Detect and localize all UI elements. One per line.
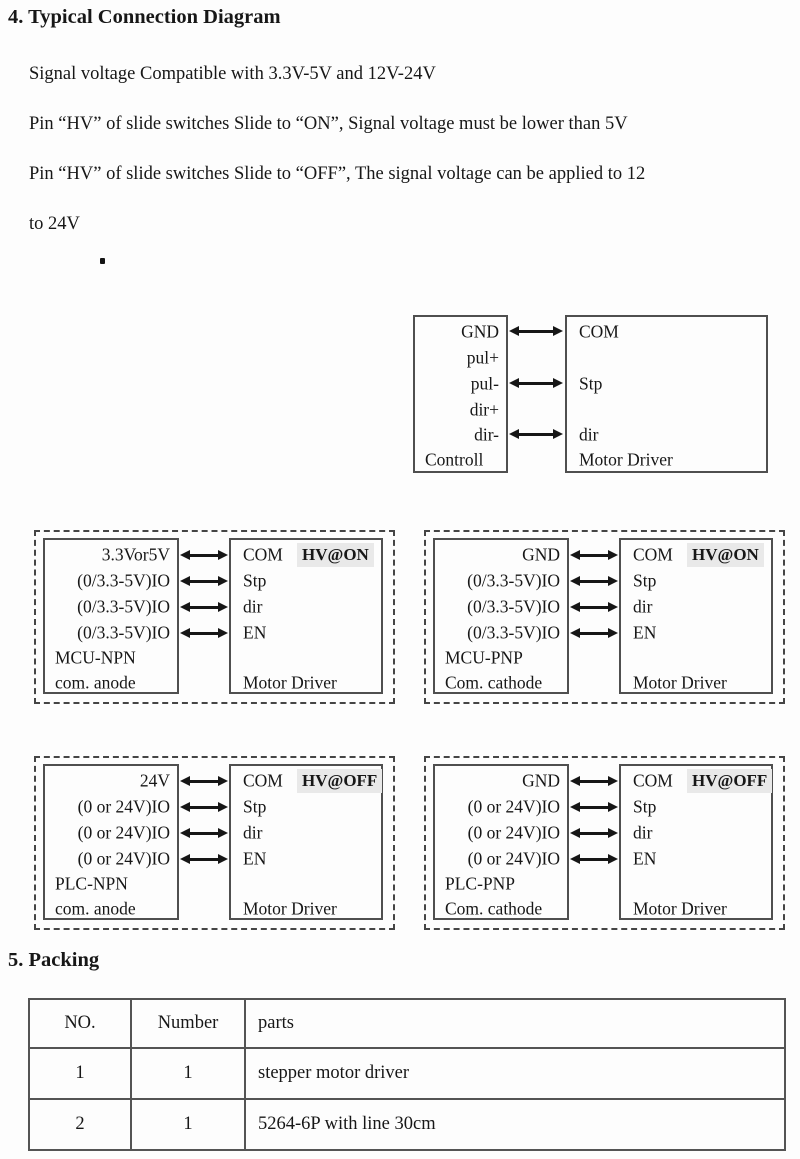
box-title-motor-driver: Motor Driver [243,898,337,919]
pin-label: COM [243,544,283,565]
pin-label: pul+ [466,347,499,368]
pin-label: Stp [579,373,603,394]
pin-label: Stp [243,796,267,817]
section-heading-packing: 5. Packing [8,949,100,971]
connection-diagram-mcu-pnp [424,530,785,704]
table-row [29,1099,785,1150]
pin-label: (0 or 24V)IO [77,848,170,869]
box-title-motor-driver: Motor Driver [243,672,337,693]
pin-label: Stp [633,570,657,591]
box-title-motor-driver: Motor Driver [633,672,727,693]
pin-label: EN [633,622,657,643]
pin-label: (0 or 24V)IO [467,796,560,817]
table-header-row [29,999,785,1048]
pin-label: (0/3.3-5V)IO [467,570,560,591]
bidirectional-arrow [189,858,219,861]
bidirectional-arrow [189,580,219,583]
pin-label: 24V [139,770,170,791]
common-mode-label: Com. cathode [445,672,543,693]
device-type-label: MCU-PNP [445,647,523,668]
bidirectional-arrow [189,554,219,557]
pin-label: dir [633,596,653,617]
bidirectional-arrow [579,780,609,783]
pin-label: (0/3.3-5V)IO [467,596,560,617]
pin-label: dir [243,596,263,617]
motor-driver-box [229,538,383,694]
pin-label: COM [633,544,673,565]
hv-mode-badge: HV@OFF [297,769,382,793]
pin-label: COM [579,321,619,342]
pin-label: GND [522,544,560,565]
signal-source-box [433,538,569,694]
pin-label: (0 or 24V)IO [467,848,560,869]
cell-number: 1 [131,1099,245,1150]
motor-driver-box [619,538,773,694]
cell-number: 1 [131,1048,245,1099]
motor-driver-box [619,764,773,920]
stray-period-mark [100,258,105,264]
pin-label: GND [461,321,499,342]
pin-label: (0/3.3-5V)IO [77,570,170,591]
pin-label: (0/3.3-5V)IO [467,622,560,643]
motor-driver-box [229,764,383,920]
packing-table [28,998,786,1151]
bidirectional-arrow [189,806,219,809]
table-row [29,1048,785,1099]
pin-label: dir [579,424,599,445]
connection-diagram-plc-npn [34,756,395,930]
pin-label: GND [522,770,560,791]
cell-parts: stepper motor driver [245,1048,785,1099]
paragraph-hv-off-continued: to 24V [29,214,80,234]
pin-label: (0 or 24V)IO [77,822,170,843]
pin-label: (0 or 24V)IO [467,822,560,843]
motor-driver-box [565,315,768,473]
cell-no: 1 [29,1048,131,1099]
section-heading-connection-diagram: 4. Typical Connection Diagram [8,6,281,28]
paragraph-hv-on: Pin “HV” of slide switches Slide to “ON”, Signal voltage must be lower than 5V [29,114,628,134]
device-type-label: MCU-NPN [55,647,136,668]
pin-label: dir [633,822,653,843]
box-title-controller: Controll [425,449,484,470]
pin-label: pul- [470,373,499,394]
signal-source-box [43,764,179,920]
signal-source-box [433,764,569,920]
paragraph-signal-voltage: Signal voltage Compatible with 3.3V-5V and 12V-24V [29,64,436,84]
bidirectional-arrow [579,832,609,835]
pin-label: dir [243,822,263,843]
common-mode-label: com. anode [55,898,136,919]
bidirectional-arrow [518,382,554,385]
device-type-label: PLC-NPN [55,873,128,894]
bidirectional-arrow [189,632,219,635]
connection-diagram-mcu-npn [34,530,395,704]
bidirectional-arrow [579,806,609,809]
common-mode-label: com. anode [55,672,136,693]
bidirectional-arrow [579,580,609,583]
device-type-label: PLC-PNP [445,873,516,894]
pin-label: EN [243,848,267,869]
bidirectional-arrow [189,606,219,609]
bidirectional-arrow [189,780,219,783]
controller-box [413,315,508,473]
hv-mode-badge: HV@OFF [687,769,772,793]
cell-parts: 5264-6P with line 30cm [245,1099,785,1150]
pin-label: COM [243,770,283,791]
pin-label: EN [633,848,657,869]
pin-label: (0/3.3-5V)IO [77,596,170,617]
pin-label: 3.3Vor5V [101,544,170,565]
hv-mode-badge: HV@ON [297,543,374,567]
pin-label: dir- [474,424,499,445]
column-header-number: Number [131,999,245,1048]
pin-label: EN [243,622,267,643]
pin-label: dir+ [469,399,499,420]
common-mode-label: Com. cathode [445,898,543,919]
pin-label: COM [633,770,673,791]
bidirectional-arrow [518,433,554,436]
column-header-no: NO. [29,999,131,1048]
connection-diagram-plc-pnp [424,756,785,930]
column-header-parts: parts [245,999,785,1048]
cell-no: 2 [29,1099,131,1150]
hv-mode-badge: HV@ON [687,543,764,567]
bidirectional-arrow [518,330,554,333]
box-title-motor-driver: Motor Driver [579,449,673,470]
pin-label: Stp [633,796,657,817]
signal-source-box [43,538,179,694]
bidirectional-arrow [579,632,609,635]
box-title-motor-driver: Motor Driver [633,898,727,919]
paragraph-hv-off: Pin “HV” of slide switches Slide to “OFF”, The signal voltage can be applied to 12 [29,164,646,184]
bidirectional-arrow [579,554,609,557]
pin-label: (0/3.3-5V)IO [77,622,170,643]
pin-label: (0 or 24V)IO [77,796,170,817]
bidirectional-arrow [579,858,609,861]
pin-label: Stp [243,570,267,591]
bidirectional-arrow [579,606,609,609]
bidirectional-arrow [189,832,219,835]
